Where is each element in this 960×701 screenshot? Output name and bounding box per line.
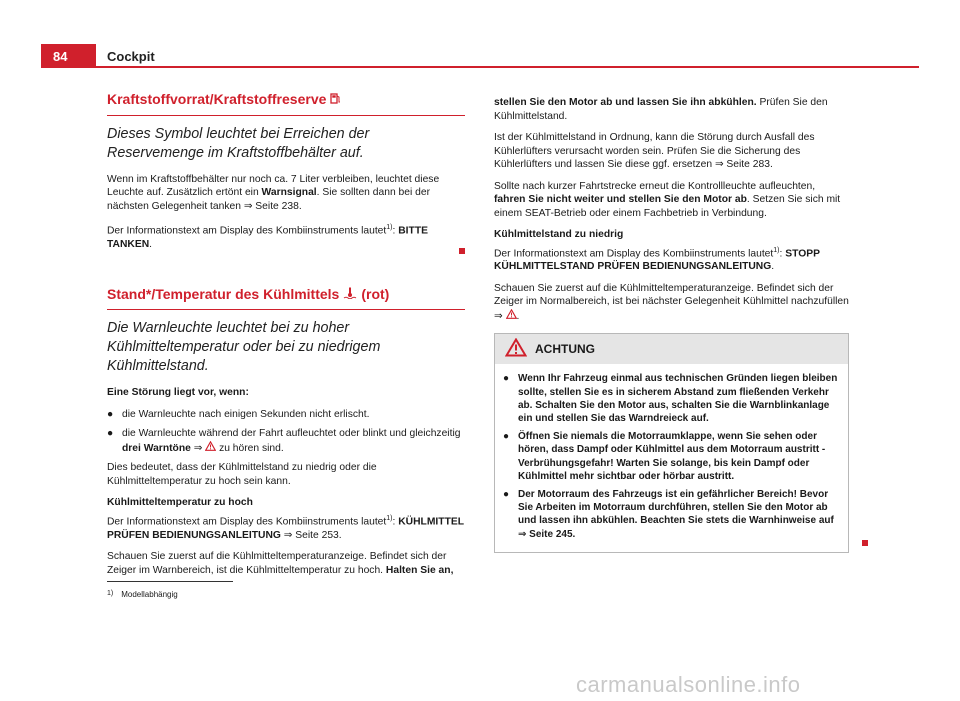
section-end-mark bbox=[862, 540, 868, 546]
temp-high-title: Kühlmitteltemperatur zu hoch bbox=[107, 497, 253, 509]
warning-box bbox=[494, 333, 849, 552]
fault-title: Eine Störung liegt vor, wenn: bbox=[107, 387, 249, 399]
watermark: carmanualsonline.info bbox=[576, 672, 801, 697]
fan-paragraph: Ist der Kühlmittelstand in Ordnung, kann die Störung durch Ausfall des Kühlerlüfters verursacht worden sein. Prüfen Sie die Sicherung des Kühlerlüfters und lassen Sie diese ggf. ersetzen ⇒ Seite 283. bbox=[494, 132, 815, 170]
page-header-title: Cockpit bbox=[107, 49, 155, 64]
list-item: ● Öffnen Sie niemals die Motorraumklappe, wenn Sie sehen oder hören, dass Dampf oder Kühlmittel aus dem Motorraum austritt - Verbrühungsgefahr! Warten Sie solange, bis kein Dampf oder Kühlmittel mehr sichtbar oder hörbar austritt. bbox=[503, 431, 826, 482]
footnote-divider bbox=[107, 581, 233, 582]
fuel-display-text: Der Informationstext am Display des Kombiinstruments lautet$^{1)}$: BITTE TANKEN. bbox=[107, 224, 428, 250]
low-level-display-text: Der Informationstext am Display des Kombiinstruments lautet$^{1)}$: STOPP KÜHLMITTELSTAND PRÜFEN BEDIENUNGSANLEITUNG. bbox=[494, 246, 820, 273]
section-heading-fuel: Kraftstoffvorrat/Kraftstoffreserve bbox=[107, 92, 465, 116]
low-level-title: Kühlmittelstand zu niedrig bbox=[494, 229, 624, 240]
fuel-paragraph: Wenn im Kraftstoffbehälter nur noch ca. 7 Liter verbleiben, leuchtet diese Leuchte auf. Zusätzlich ertönt ein Warnsignal. Sie sollten dann bei der nächsten Gelegenheit tanken ⇒ Seite 238. bbox=[107, 173, 440, 212]
fuel-pump-icon bbox=[330, 92, 341, 108]
section-lead-fuel: Dieses Symbol leuchtet bei Erreichen der Reservemenge im Kraftstoffbehälter auf. bbox=[107, 125, 370, 161]
continued-paragraph: stellen Sie den Motor ab und lassen Sie ihn abkühlen. Prüfen Sie den Kühlmittelstand. bbox=[494, 97, 828, 122]
left-column bbox=[107, 92, 465, 585]
warning-body bbox=[495, 364, 848, 551]
meaning-paragraph: Dies bedeutet, dass der Kühlmittelstand zu niedrig oder die Kühlmitteltemperatur zu hoch sein kann. bbox=[107, 462, 377, 487]
list-item: ● Der Motorraum des Fahrzeugs ist ein gefährlicher Bereich! Bevor Sie Arbeiten im Motorraum durchführen, stellen Sie den Motor ab und lassen ihn abkühlen. Beachten Sie stets die Warnhinweise auf ⇒ Seite 245. bbox=[503, 489, 834, 540]
warning-triangle-icon bbox=[205, 443, 216, 454]
section-lead-coolant: Die Warnleuchte leuchtet bei zu hoher Kühlmitteltemperatur oder bei zu niedrigem Kühlmittelstand. bbox=[107, 320, 381, 375]
right-column bbox=[494, 96, 849, 553]
warning-triangle-icon bbox=[506, 311, 517, 322]
temp-high-display-text: Der Informationstext am Display des Kombiinstruments lautet$^{1)}$: KÜHLMITTEL PRÜFEN BEDIENUNGSANLEITUNG ⇒ Seite 253. bbox=[107, 514, 464, 541]
relight-paragraph: Sollte nach kurzer Fahrtstrecke erneut die Kontrollleuchte aufleuchten, fahren Sie nicht weiter und stellen Sie den Motor ab. Setzen Sie sich mit einem SEAT-Betrieb oder einem Fachbetrieb in Verbindung. bbox=[494, 180, 841, 219]
warning-header: ACHTUNG bbox=[495, 334, 848, 364]
page-number: 84 bbox=[41, 44, 96, 68]
warning-triangle-icon bbox=[505, 338, 535, 361]
header-divider bbox=[96, 66, 919, 68]
coolant-temperature-icon bbox=[343, 287, 357, 303]
list-item: ● die Warnleuchte während der Fahrt aufleuchtet oder blinkt und gleichzeitig drei Warntöne ⇒ zu hören sind. bbox=[107, 428, 461, 454]
low-level-instructions: Schauen Sie zuerst auf die Kühlmitteltemperaturanzeige. Befindet sich der Zeiger im Normalbereich, ist bei nächster Gelegenheit Kühlmittel nachzufüllen ⇒ . bbox=[494, 282, 849, 322]
temp-high-instructions: Schauen Sie zuerst auf die Kühlmitteltemperaturanzeige. Befindet sich der Zeiger im Warnbereich, ist die Kühlmitteltemperatur zu hoch. Halten Sie an, bbox=[107, 551, 454, 576]
list-item: ● Wenn Ihr Fahrzeug einmal aus technischen Gründen liegen bleiben sollte, stellen Sie es in sicherem Abstand zum fließenden Verkehr ab. Schalten Sie den Motor aus, schalten Sie die Warnblinkanlage ein und stellen Sie das Warndreieck auf. bbox=[503, 373, 838, 425]
footnote: 1) Modellabhängig bbox=[107, 590, 178, 599]
section-end-mark bbox=[459, 248, 465, 254]
list-item: ● die Warnleuchte nach einigen Sekunden nicht erlischt. bbox=[107, 408, 370, 420]
section-heading-coolant: Stand*/Temperatur des Kühlmittels (rot) bbox=[107, 287, 465, 311]
